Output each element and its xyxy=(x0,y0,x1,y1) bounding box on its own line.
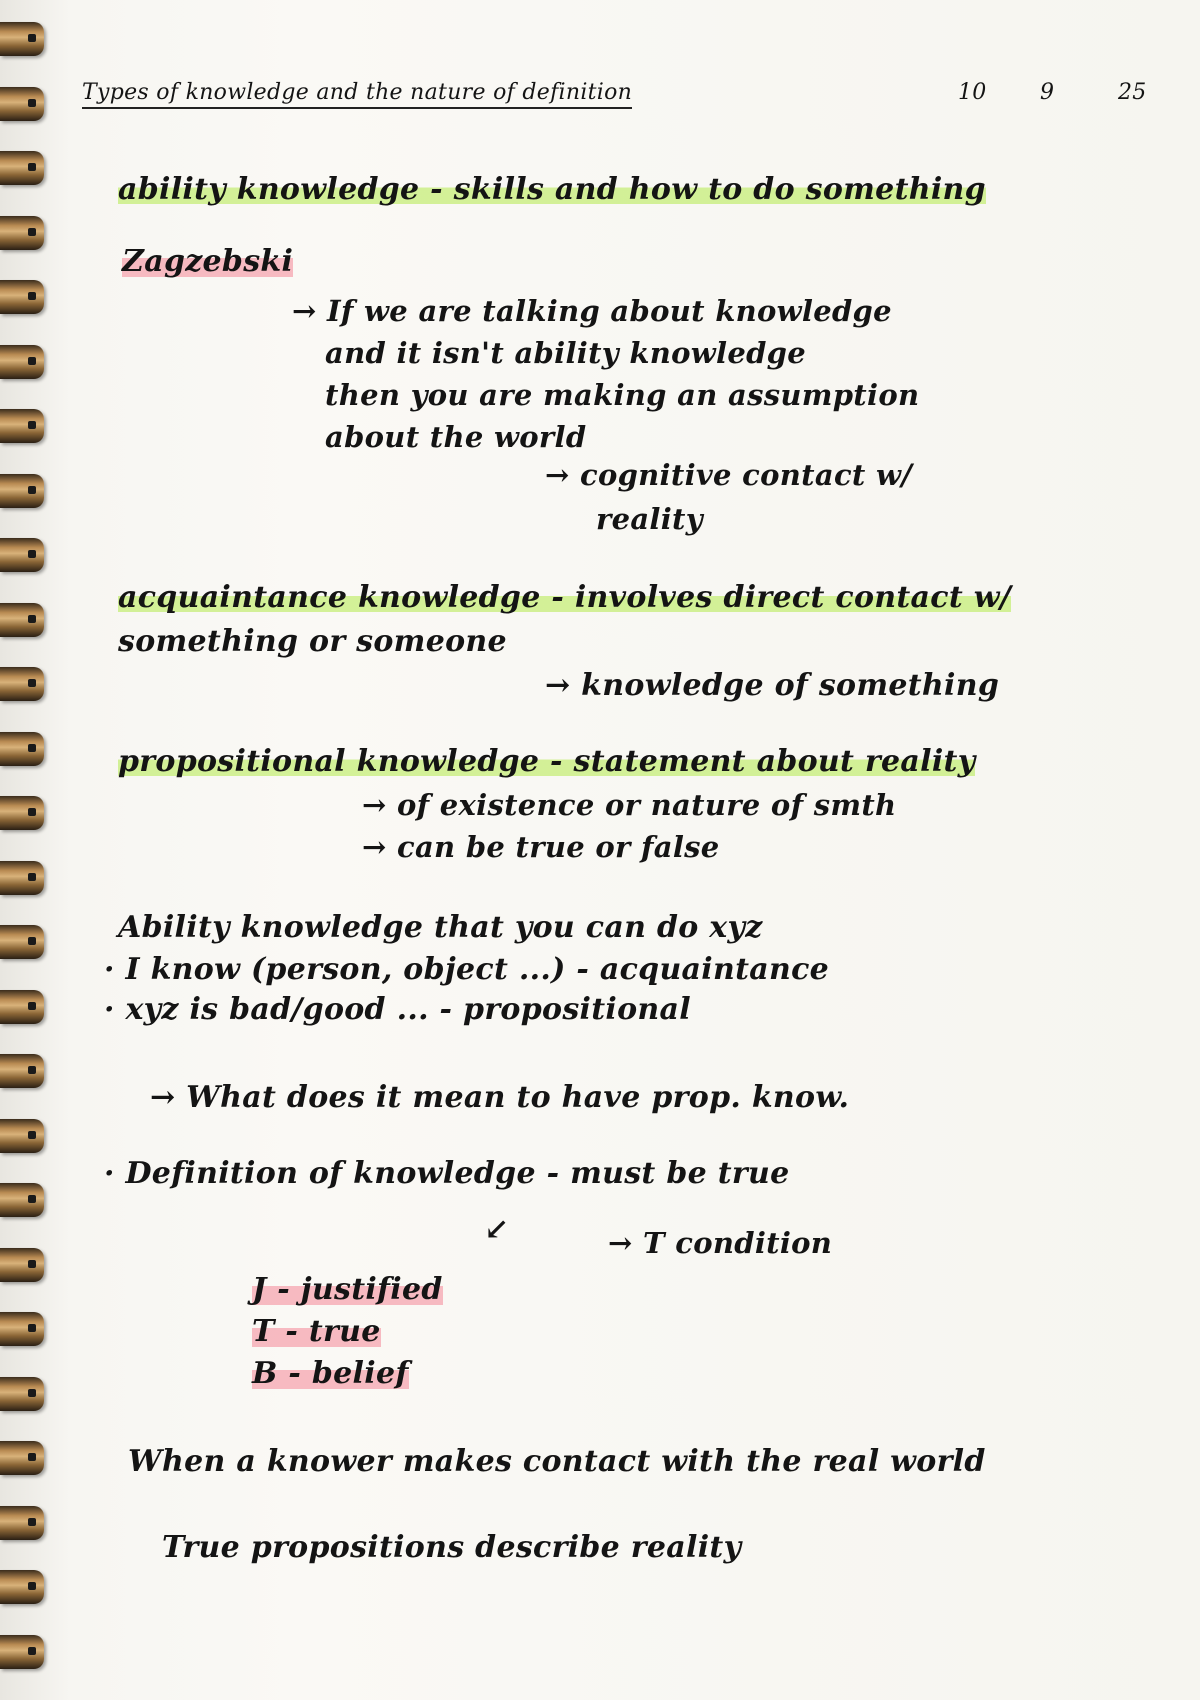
spiral-coil xyxy=(0,1054,44,1088)
zagzebski-note-2: and it isn't ability knowledge xyxy=(325,336,806,370)
spiral-coil xyxy=(0,474,44,508)
page-title: Types of knowledge and the nature of definition xyxy=(82,80,632,109)
example-line-2: · I know (person, object ...) - acquaintance xyxy=(104,952,830,987)
propositional-knowledge-line: propositional knowledge - statement about reality xyxy=(118,744,976,779)
date-day: 10 xyxy=(958,80,987,105)
spiral-coil xyxy=(0,87,44,121)
example-line-3: · xyz is bad/good ... - propositional xyxy=(104,992,691,1027)
spiral-coil xyxy=(0,925,44,959)
spiral-coil xyxy=(0,1312,44,1346)
spiral-coil xyxy=(0,1183,44,1217)
spiral-coil xyxy=(0,1377,44,1411)
t-condition-note: → T condition xyxy=(608,1226,833,1260)
jtb-true: T - true xyxy=(252,1314,381,1349)
knower-line: When a knower makes contact with the real world xyxy=(128,1444,986,1479)
acquaintance-knowledge-line: acquaintance knowledge - involves direct contact w/ xyxy=(118,580,1012,615)
zagzebski-note-4: about the world xyxy=(325,420,587,454)
propositional-note-1: → of existence or nature of smth xyxy=(362,788,897,822)
ability-knowledge-line: ability knowledge - skills and how to do something xyxy=(118,172,986,207)
spiral-coil xyxy=(0,280,44,314)
spiral-binding xyxy=(0,0,60,1700)
date-year: 25 xyxy=(1118,80,1147,105)
spiral-coil xyxy=(0,667,44,701)
spiral-coil xyxy=(0,732,44,766)
spiral-coil xyxy=(0,538,44,572)
definition-line: · Definition of knowledge - must be true xyxy=(104,1156,790,1191)
spiral-coil xyxy=(0,22,44,56)
spiral-coil xyxy=(0,1635,44,1669)
spiral-coil xyxy=(0,151,44,185)
spiral-coil xyxy=(0,409,44,443)
zagzebski-heading: Zagzebski xyxy=(122,244,294,279)
jtb-justified: J - justified xyxy=(252,1272,443,1307)
spiral-coil xyxy=(0,1570,44,1604)
propositional-note-2: → can be true or false xyxy=(362,830,720,864)
spiral-coil xyxy=(0,990,44,1024)
question-line: → What does it mean to have prop. know. xyxy=(150,1080,850,1115)
spiral-coil xyxy=(0,216,44,250)
jtb-belief: B - belief xyxy=(252,1356,409,1391)
zagzebski-note-6: reality xyxy=(596,502,703,536)
spiral-coil xyxy=(0,345,44,379)
spiral-coil xyxy=(0,796,44,830)
zagzebski-note-3: then you are making an assumption xyxy=(325,378,920,412)
example-line-1: Ability knowledge that you can do xyz xyxy=(118,910,763,945)
zagzebski-note-1: → If we are talking about knowledge xyxy=(292,294,892,328)
down-arrow-icon: ↙ xyxy=(484,1212,510,1247)
spiral-coil xyxy=(0,1441,44,1475)
spiral-coil xyxy=(0,1119,44,1153)
spiral-coil xyxy=(0,1506,44,1540)
spiral-coil xyxy=(0,1248,44,1282)
acquaintance-note: → knowledge of something xyxy=(545,668,1000,703)
date-month: 9 xyxy=(1040,80,1055,105)
zagzebski-note-5: → cognitive contact w/ xyxy=(545,458,913,492)
acquaintance-knowledge-line-2: something or someone xyxy=(118,624,507,659)
true-propositions-line: True propositions describe reality xyxy=(162,1530,742,1565)
spiral-coil xyxy=(0,861,44,895)
spiral-coil xyxy=(0,603,44,637)
